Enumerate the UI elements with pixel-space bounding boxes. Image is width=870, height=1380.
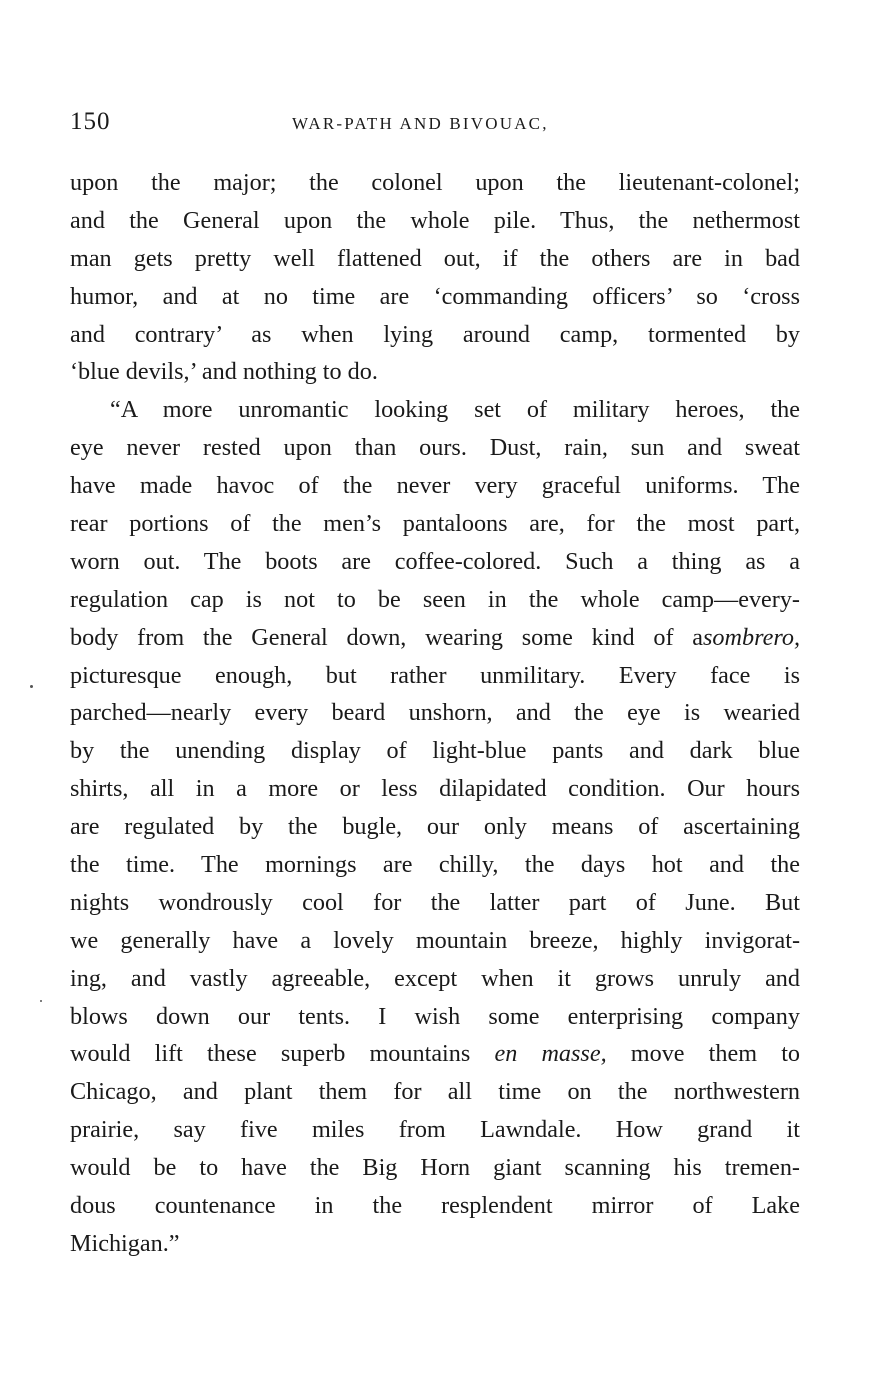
- text-line-with-italic: [70, 1035, 800, 1073]
- text-line: rear portions of the men’s pantaloons are, for the most part,: [70, 510, 800, 538]
- print-speck: [40, 1000, 42, 1002]
- text-line: “A more unromantic looking set of military heroes, the: [110, 396, 800, 424]
- text-line: ing, and vastly agreeable, except when it grows unruly and: [70, 964, 800, 992]
- text-line: picturesque enough, but rather unmilitary. Every face is: [70, 661, 800, 689]
- text-line: are regulated by the bugle, our only means of ascertaining: [70, 813, 800, 841]
- text-line: regulation cap is not to be seen in the whole camp—every-: [70, 585, 800, 613]
- text-line: humor, and at no time are ‘commanding officers’ so ‘cross: [70, 282, 800, 310]
- page-number: 150: [70, 108, 111, 135]
- text-line: Chicago, and plant them for all time on the northwestern: [70, 1078, 800, 1106]
- text-line: worn out. The boots are coffee-colored. Such a thing as a: [70, 547, 800, 575]
- italic-term: en masse,: [494, 1040, 607, 1068]
- text-line: prairie, say five miles from Lawndale. How grand it: [70, 1116, 800, 1144]
- page-header: [70, 108, 800, 142]
- text-line: man gets pretty well flattened out, if the others are in bad: [70, 244, 800, 272]
- body-text: [70, 164, 800, 1263]
- running-head: WAR-PATH AND BIVOUAC,: [292, 114, 549, 133]
- text-line: and the General upon the whole pile. Thus, the nethermost: [70, 206, 800, 234]
- text-line: have made havoc of the never very graceful uniforms. The: [70, 472, 800, 500]
- text-line: upon the major; the colonel upon the lieutenant-colonel;: [70, 169, 800, 196]
- text-line: nights wondrously cool for the latter part of June. But: [70, 888, 800, 916]
- text-segment: move them to: [606, 1040, 800, 1068]
- text-line: ‘blue devils,’ and nothing to do.: [70, 358, 378, 386]
- text-line-with-italic: [70, 619, 800, 657]
- text-line: we generally have a lovely mountain breeze, highly invigorat-: [70, 926, 800, 954]
- print-speck: [30, 685, 33, 688]
- text-line: Michigan.”: [70, 1229, 180, 1257]
- text-line: shirts, all in a more or less dilapidated condition. Our hours: [70, 775, 800, 803]
- text-line: dous countenance in the resplendent mirror of Lake: [70, 1192, 800, 1220]
- text-line: would be to have the Big Horn giant scanning his tremen-: [70, 1154, 800, 1182]
- text-segment: would lift these superb mountains: [70, 1040, 471, 1068]
- text-line: by the unending display of light-blue pants and dark blue: [70, 737, 800, 765]
- text-line: eye never rested upon than ours. Dust, rain, sun and sweat: [70, 434, 800, 462]
- text-line: blows down our tents. I wish some enterprising company: [70, 1002, 800, 1030]
- text-segment: body from the General down, wearing some kind of a: [70, 623, 704, 651]
- text-line: and contrary’ as when lying around camp, tormented by: [70, 320, 800, 348]
- text-line: the time. The mornings are chilly, the days hot and the: [70, 851, 800, 879]
- text-line: parched—nearly every beard unshorn, and the eye is wearied: [70, 699, 800, 727]
- italic-term: sombrero,: [703, 623, 800, 651]
